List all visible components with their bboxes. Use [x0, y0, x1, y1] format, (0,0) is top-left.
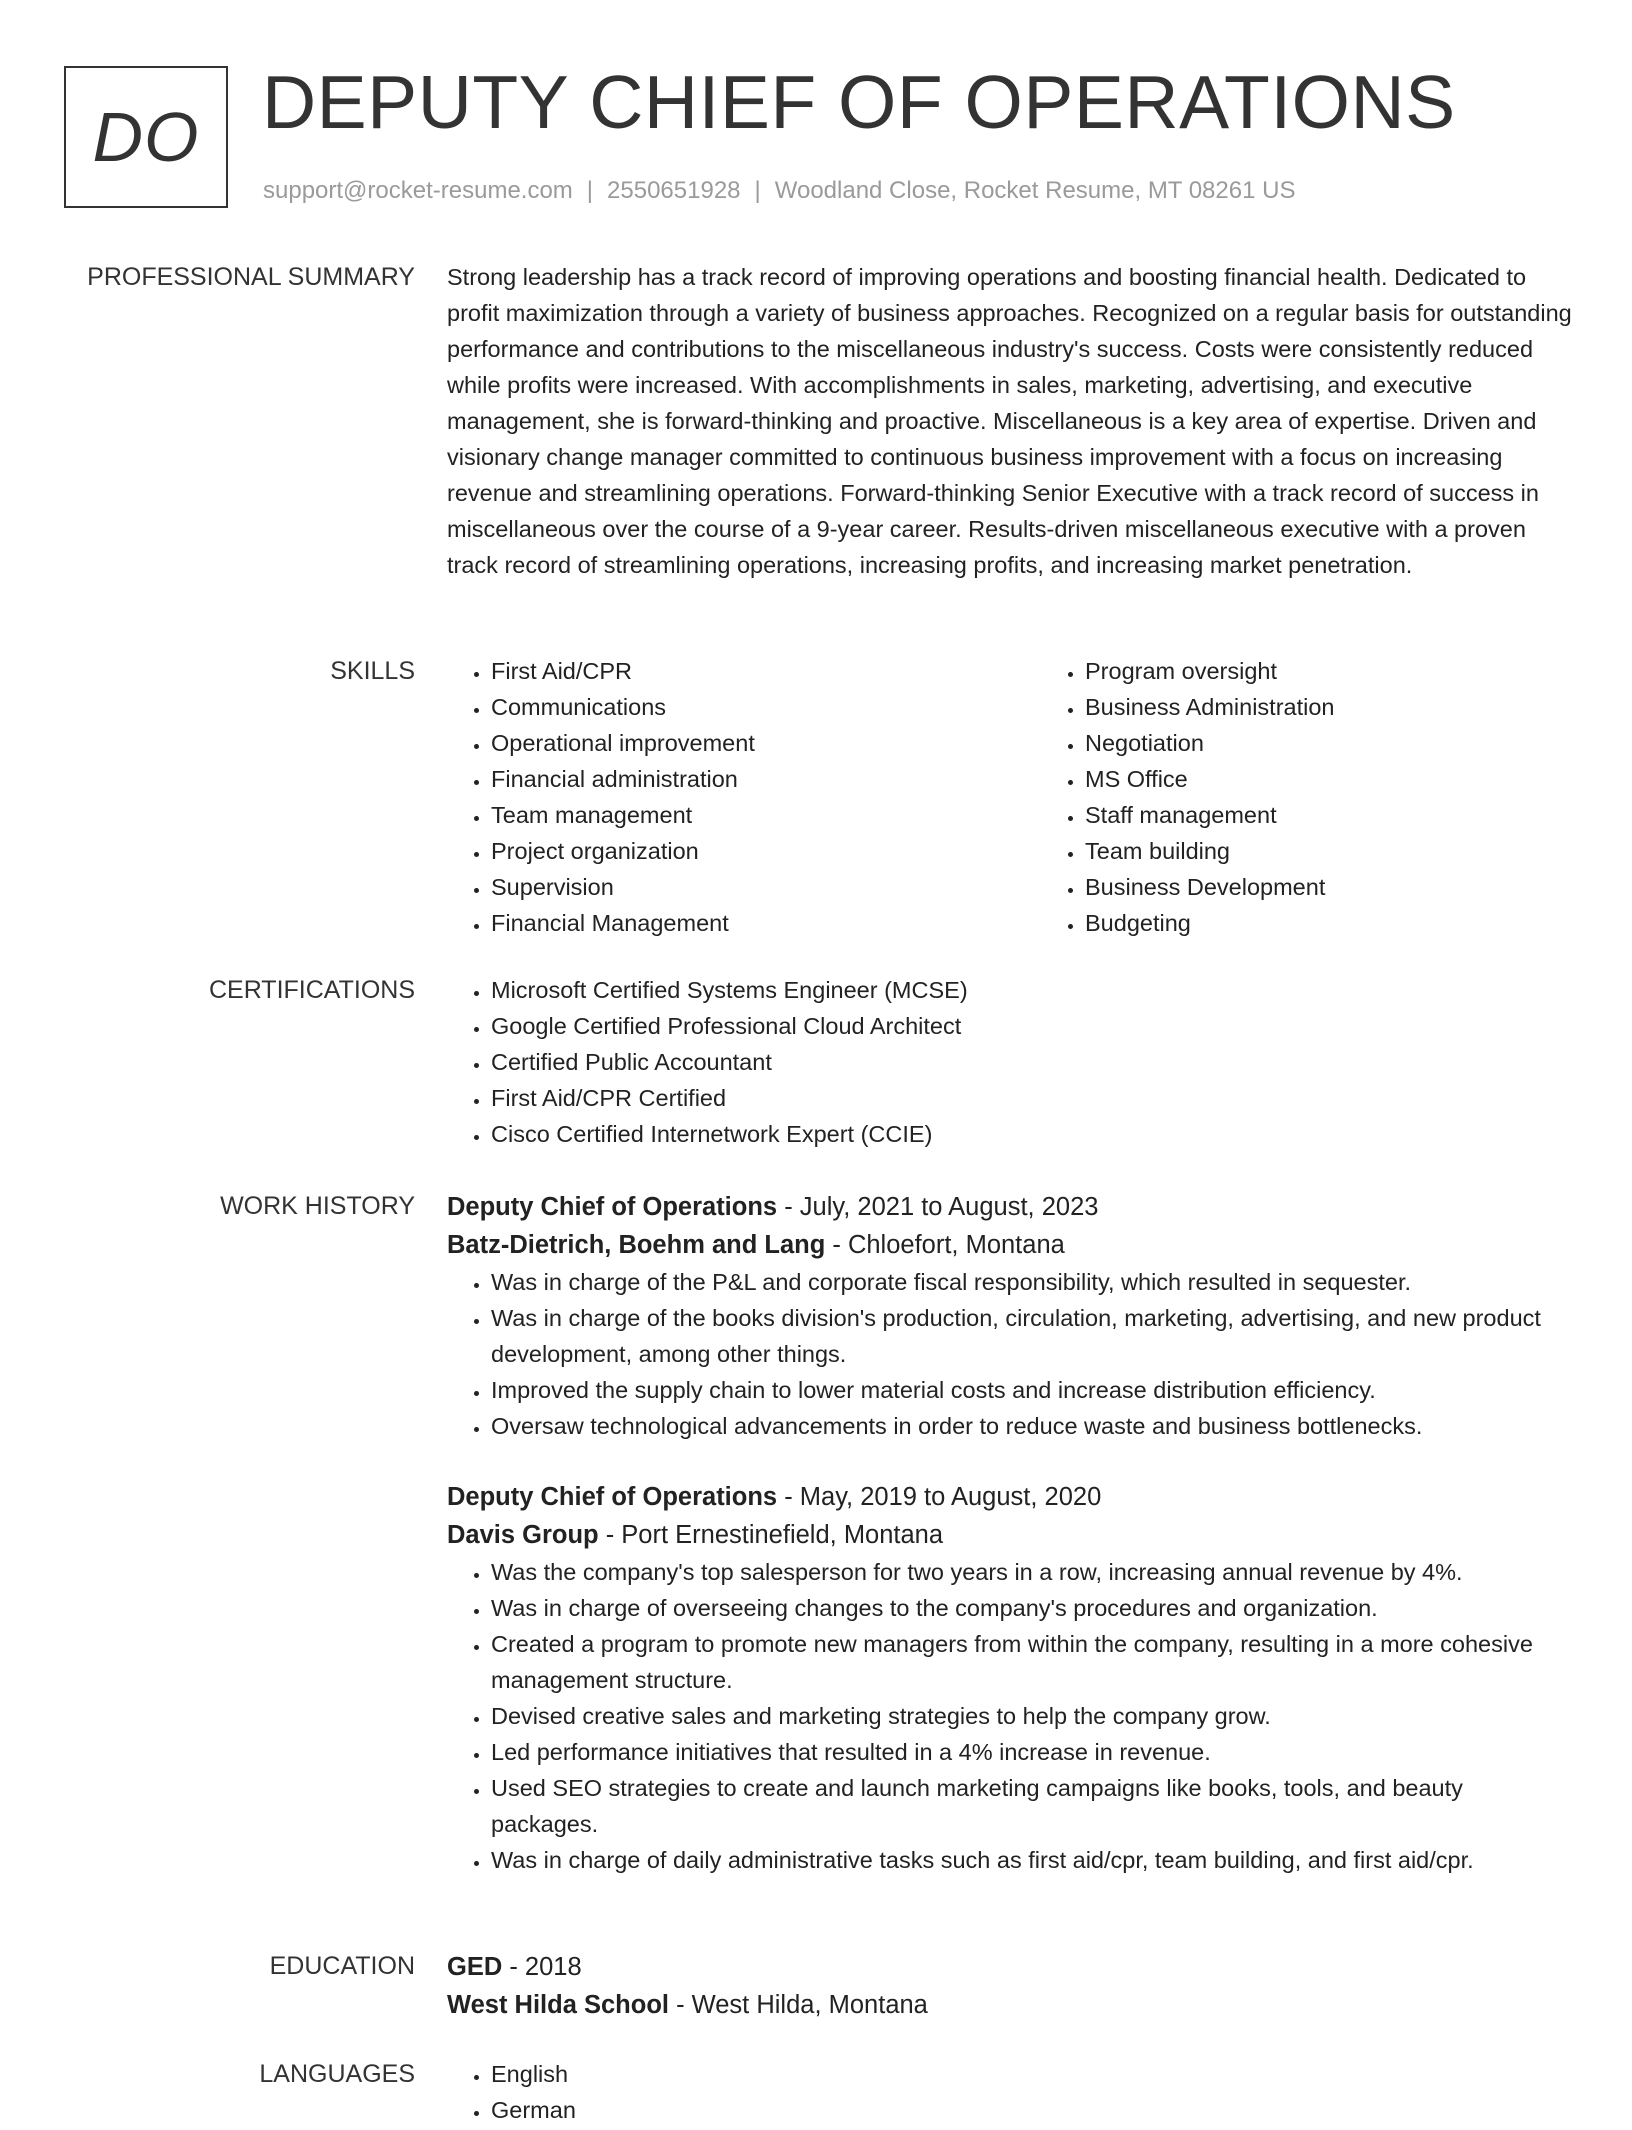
monogram-initials: DO: [92, 98, 200, 176]
job-company: Batz-Dietrich, Boehm and Lang: [447, 1231, 826, 1259]
list-item: • Business Administration: [1085, 689, 1632, 725]
contact-line: [263, 174, 1295, 208]
contact-email: support@rocket-resume.com: [263, 177, 573, 204]
job-location: - Chloefort, Montana: [825, 1231, 1065, 1259]
job-dates: - May, 2019 to August, 2020: [777, 1483, 1102, 1511]
list-item: • English: [491, 2056, 1572, 2092]
list-item: • Operational improvement: [491, 725, 1041, 761]
education-year: - 2018: [502, 1953, 582, 1981]
list-item: • Used SEO strategies to create and launch marketing campaigns like books, tools, and beauty packages.: [491, 1770, 1572, 1842]
list-item: • Was in charge of daily administrative tasks such as first aid/cpr, team building, and first aid/cpr.: [491, 1842, 1572, 1878]
list-item: • Was in charge of the books division's production, circulation, marketing, advertising, and new product development, among other things.: [491, 1300, 1572, 1372]
skills-list-left: [447, 653, 1041, 941]
contact-address: Woodland Close, Rocket Resume, MT 08261 US: [774, 177, 1296, 204]
section-label-certifications: CERTIFICATIONS: [208, 976, 415, 1004]
job-title: Deputy Chief of Operations: [447, 1193, 778, 1221]
job-dates: - July, 2021 to August, 2023: [777, 1193, 1099, 1221]
list-item: • Negotiation: [1085, 725, 1632, 761]
monogram-box: [64, 66, 228, 208]
contact-separator: |: [586, 177, 594, 204]
skills-body: [447, 653, 1572, 941]
contact-separator: |: [754, 177, 761, 204]
job-title-line: [447, 1478, 1572, 1516]
education-degree-line: [447, 1948, 1572, 1986]
list-item: • Staff management: [1085, 797, 1632, 833]
list-item: • MS Office: [1085, 761, 1632, 797]
section-label-education: EDUCATION: [269, 1952, 415, 1980]
list-item: • Business Development: [1085, 869, 1632, 905]
list-item: • Team building: [1085, 833, 1632, 869]
job-company-line: [447, 1226, 1572, 1264]
list-item: • Financial Management: [491, 905, 1041, 941]
job-bullets: [447, 1554, 1572, 1878]
list-item: • Financial administration: [491, 761, 1041, 797]
list-item: • Was in charge of overseeing changes to the company's procedures and organization.: [491, 1590, 1572, 1626]
list-item: • Oversaw technological advancements in order to reduce waste and business bottlenecks.: [491, 1408, 1572, 1444]
job-company: Davis Group: [447, 1521, 599, 1549]
job-entry: [447, 1478, 1572, 1878]
list-item: • Was in charge of the P&L and corporate fiscal responsibility, which resulted in sequester.: [491, 1264, 1572, 1300]
job-title: Deputy Chief of Operations: [447, 1483, 778, 1511]
education-body: [447, 1948, 1572, 2024]
list-item: • German: [491, 2092, 1572, 2128]
job-title-line: [447, 1188, 1572, 1226]
job-location: - Port Ernestinefield, Montana: [598, 1521, 944, 1549]
list-item: • First Aid/CPR: [491, 653, 1041, 689]
list-item: • Team management: [491, 797, 1041, 833]
education-school-line: [447, 1986, 1572, 2024]
education-school: West Hilda School: [447, 1991, 669, 2019]
list-item: • Created a program to promote new managers from within the company, resulting in a more cohesive management structure.: [491, 1626, 1572, 1698]
work-history-body: [447, 1188, 1572, 1878]
list-item: • Google Certified Professional Cloud Architect: [491, 1008, 1572, 1044]
languages-list: [447, 2056, 1572, 2128]
education-location: - West Hilda, Montana: [668, 1991, 928, 2019]
list-item: • Certified Public Accountant: [491, 1044, 1572, 1080]
list-item: • Project organization: [491, 833, 1041, 869]
list-item: • Program oversight: [1085, 653, 1632, 689]
job-entry: [447, 1188, 1572, 1444]
list-item: • Cisco Certified Internetwork Expert (CCIE): [491, 1116, 1572, 1152]
list-item: • Budgeting: [1085, 905, 1632, 941]
list-item: • Was the company's top salesperson for two years in a row, increasing annual revenue by 4%.: [491, 1554, 1572, 1590]
list-item: • Led performance initiatives that resulted in a 4% increase in revenue.: [491, 1734, 1572, 1770]
section-label-languages: LANGUAGES: [259, 2060, 415, 2088]
list-item: • Improved the supply chain to lower material costs and increase distribution efficiency.: [491, 1372, 1572, 1408]
list-item: • Devised creative sales and marketing strategies to help the company grow.: [491, 1698, 1572, 1734]
certifications-body: [447, 972, 1572, 1152]
education-degree: GED: [447, 1953, 503, 1981]
skills-columns: [447, 653, 1572, 941]
summary-text: Strong leadership has a track record of improving operations and boosting financial health. Dedicated to profit maximization through a variety of business approaches. Recognized on a regular basis for outstanding performance and contributions to the miscellaneous industry's success. Costs were consistently reduced while profits were increased. With accomplishments in sales, marketing, advertising, and executive management, she is forward-thinking and proactive. Miscellaneous is a key area of expertise. Driven and visionary change manager committed to continuous business improvement with a focus on increasing revenue and streamlining operations. Forward-thinking Senior Executive with a track record of success in miscellaneous over the course of a 9-year career. Results-driven miscellaneous executive with a proven track record of streamlining operations, increasing profits, and increasing market penetration.: [447, 264, 1572, 578]
skills-list-right: [1041, 653, 1632, 941]
section-label-skills: SKILLS: [330, 657, 415, 685]
list-item: • First Aid/CPR Certified: [491, 1080, 1572, 1116]
list-item: • Supervision: [491, 869, 1041, 905]
languages-body: [447, 2056, 1572, 2128]
list-item: • Microsoft Certified Systems Engineer (MCSE): [491, 972, 1572, 1008]
section-label-work-history: WORK HISTORY: [220, 1192, 415, 1220]
certifications-list: [447, 972, 1572, 1152]
resume-name: DEPUTY CHIEF OF OPERATIONS: [262, 60, 1456, 144]
job-company-line: [447, 1516, 1572, 1554]
job-bullets: [447, 1264, 1572, 1444]
section-label-summary: PROFESSIONAL SUMMARY: [87, 263, 415, 291]
summary-body: [447, 259, 1572, 583]
contact-phone: 2550651928: [607, 177, 741, 204]
list-item: • Communications: [491, 689, 1041, 725]
